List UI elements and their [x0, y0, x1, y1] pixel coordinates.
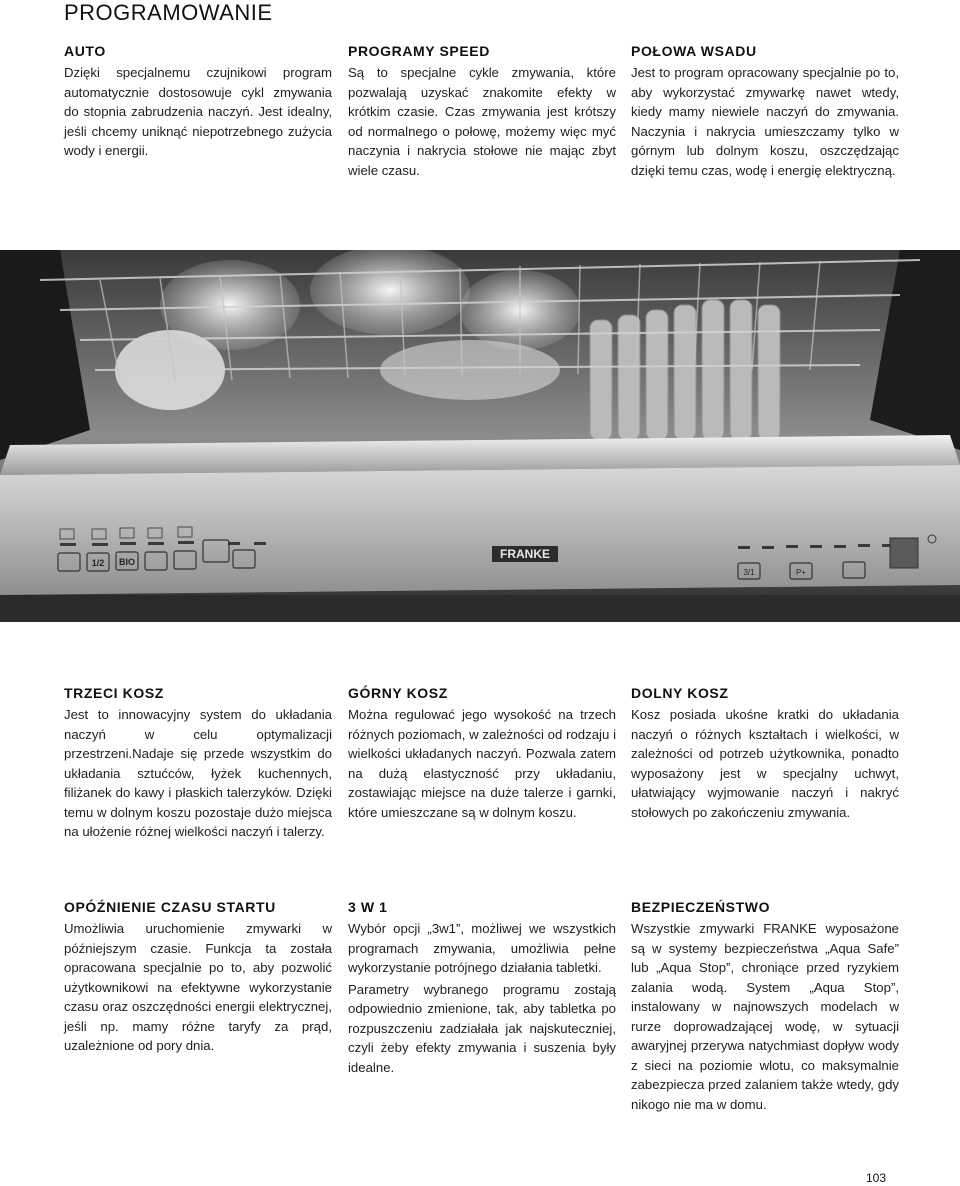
- section-heading: PROGRAMY SPEED: [348, 43, 490, 59]
- section-text: Dzięki specjalnemu czujnikowi program automatycznie dostosowuje cykl zmywania do stopnia zabrudzenia naczyń. Jest idealny, jeśli chcemy uniknąć niepotrzebnego zużycia wody i energii.: [64, 65, 332, 158]
- page-title: PROGRAMOWANIE: [64, 0, 273, 25]
- section-text: Parametry wybranego programu zostają odpowiednio zmienione, tak, aby tabletka po rozpuszczeniu zadziałała jak najskuteczniej, czyli żeby efekty zmywania i suszenia były idealne.: [348, 981, 616, 1075]
- panel-label: 1/2: [91, 558, 105, 568]
- section-text: Kosz posiada ukośne kratki do układania naczyń o różnych kształtach i wielkości, w zależności od potrzeb użytkownika, ponadto wyposażony jest w specjalny uchwyt, ułatwiający wyjmowanie naczyń i nakryć stołowych po zakończeniu zmywania.: [631, 707, 899, 820]
- section-3w1: [348, 898, 616, 1077]
- section-heading: OPÓŹNIENIE CZASU STARTU: [64, 899, 276, 915]
- section-bezpieczenstwo: [631, 898, 899, 1114]
- section-trzeci-kosz: [64, 684, 332, 842]
- section-text: Umożliwia uruchomienie zmywarki w późniejszym czasie. Funkcja ta została opracowana specjalnie po to, aby pozwolić użytkownikowi na efektywne wykorzystanie czasu oraz oszczędności energii elektrycznej, jeśli np. mamy różne taryfy za prąd, uzależnione od pory dnia.: [64, 921, 332, 1053]
- section-heading: 3 W 1: [348, 899, 388, 915]
- section-text: Są to specjalne cykle zmywania, które pozwalają uzyskać znakomite efekty w krótkim czasie. Czas zmywania jest krótszy od normalnego o połowę, możemy więc myć naczynia i nakrycia stołowe nie mając zbyt wiele czasu.: [348, 65, 616, 178]
- page-number: 103: [866, 1171, 887, 1185]
- section-text: Wszystkie zmywarki FRANKE wyposażone są w systemy bezpieczeństwa „Aqua Safe” lub „Aqua Stop”, chroniące przed ryzykiem zalania wodą. System „Aqua Stop”, instalowany w najnowszych modelach w rurze doprowadzającej wodę, w sytuacji awaryjnej przerywa natychmiast dopływ wody z sieci na poziomie wlotu, co maksymalnie zabezpiecza przed zalaniem także wtedy, gdy nikogo nie ma w domu.: [631, 921, 899, 1112]
- section-heading: POŁOWA WSADU: [631, 43, 757, 59]
- panel-label: BIO: [118, 557, 136, 567]
- section-auto: [64, 42, 332, 161]
- section-text: Można regulować jego wysokość na trzech różnych poziomach, w zależności od rodzaju i wielkości układanych naczyń. Pozwala zatem na dużą elastyczność przy układaniu, zostawiając miejsce na duże talerze i garnki, które umieszczane są w dolnym koszu.: [348, 707, 616, 820]
- section-heading: BEZPIECZEŃSTWO: [631, 899, 771, 915]
- section-heading: GÓRNY KOSZ: [348, 685, 448, 701]
- section-dolny-kosz: [631, 684, 899, 822]
- section-heading: DOLNY KOSZ: [631, 685, 729, 701]
- brand-badge: FRANKE: [500, 547, 550, 561]
- section-programy-speed: [348, 42, 616, 180]
- section-polowa-wsadu: [631, 42, 899, 180]
- panel-label: P+: [795, 568, 807, 577]
- section-gorny-kosz: [348, 684, 616, 822]
- section-heading: TRZECI KOSZ: [64, 685, 164, 701]
- section-text: Jest to innowacyjny system do układania naczyń w celu optymalizacji przestrzeni.Nadaje się przede wszystkim do układania sztućców, łyżek kuchennych, filiżanek do kawy i płaskich talerzyków. Dzięki temu w dolnym koszu pozostaje dużo miejsca na ułożenie różnej wielkości naczyń i talerzy.: [64, 707, 332, 839]
- section-opoznienie-startu: [64, 898, 332, 1056]
- section-text: Jest to program opracowany specjalnie po to, aby wykorzystać zmywarkę nawet wtedy, kiedy mamy niewiele naczyń do zmywania. Naczynia i nakrycia umieszczamy tylko w górnym lub dolnym koszu, oszczędzając dzięki temu czas, wodę i energię elektryczną.: [631, 65, 899, 178]
- section-text: Wybór opcji „3w1”, możliwej we wszystkich programach zmywania, umożliwia pełne wykorzystanie potrójnego działania tabletki.: [348, 921, 616, 975]
- dishwasher-photo: [0, 250, 960, 622]
- panel-label: 3/1: [743, 568, 755, 577]
- section-heading: AUTO: [64, 43, 106, 59]
